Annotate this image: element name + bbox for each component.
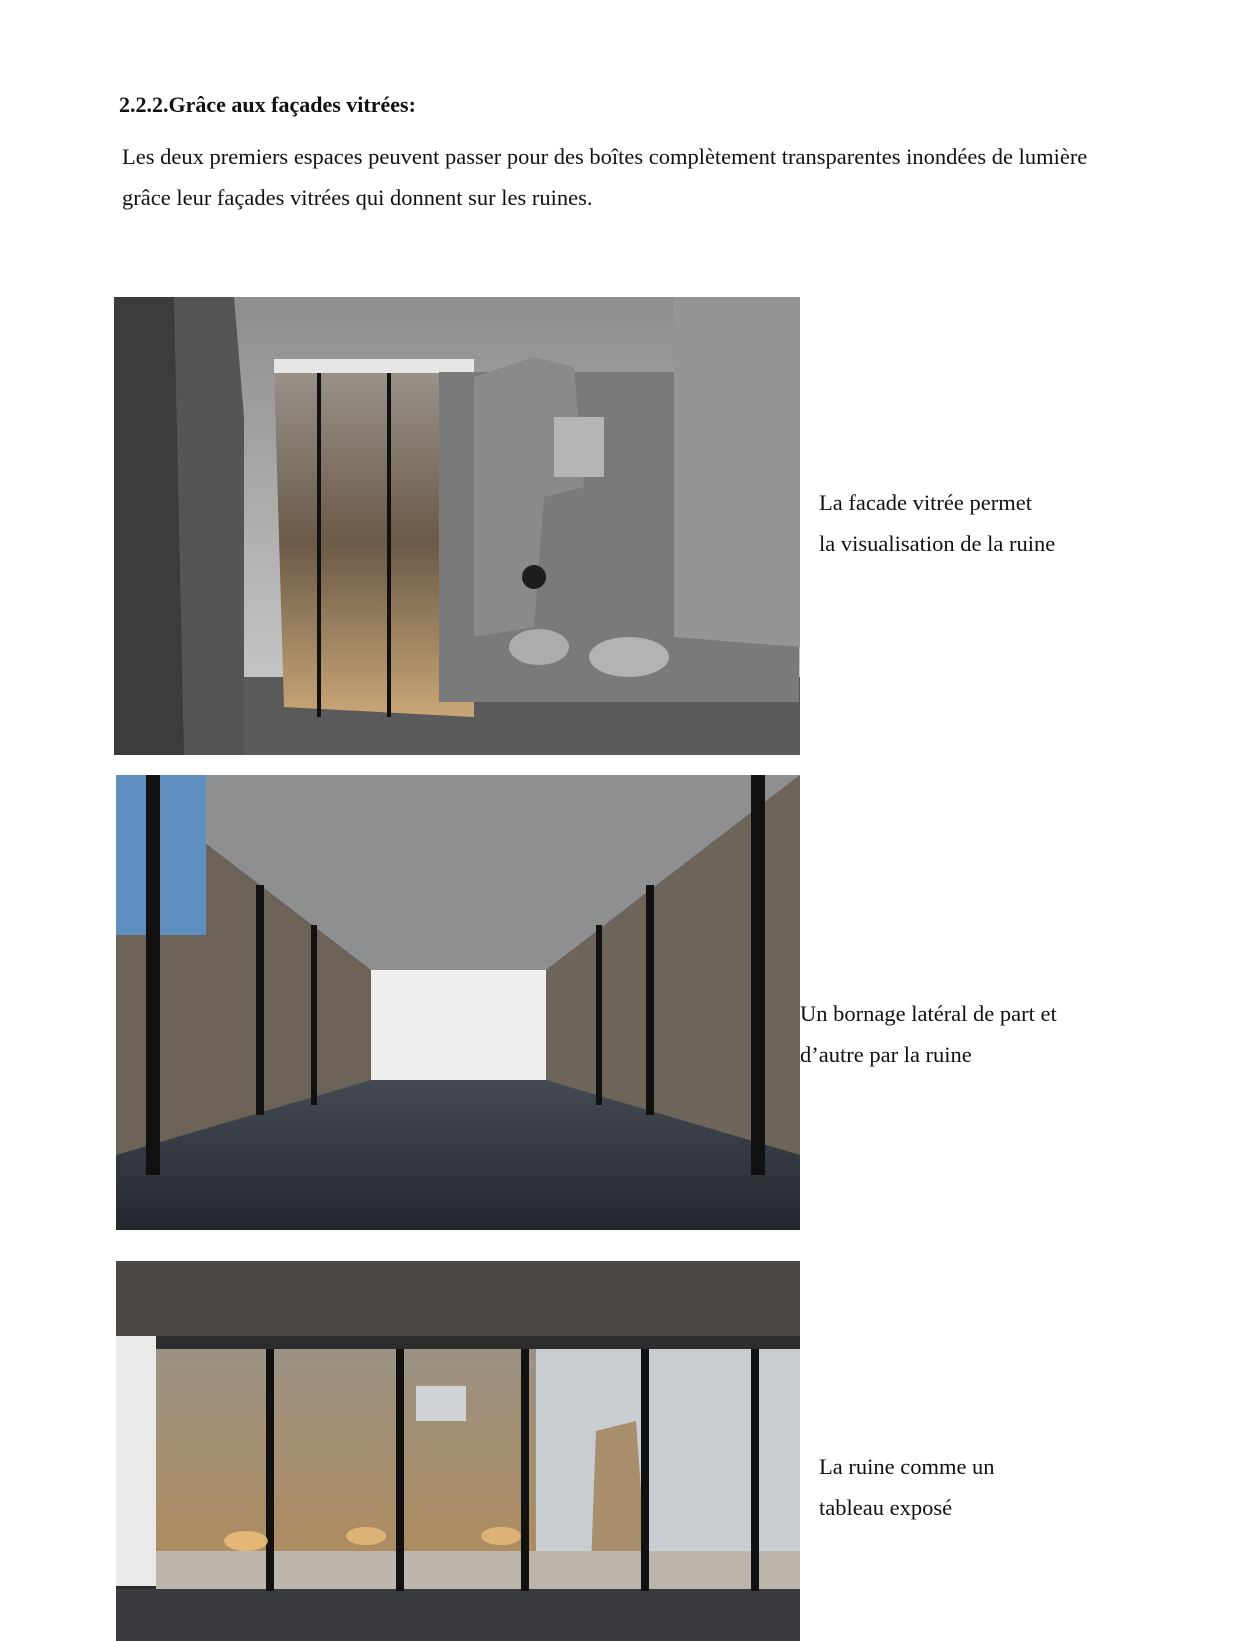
caption-line: tableau exposé [819,1495,953,1520]
caption-ruine-tableau [819,1446,995,1528]
caption-line: d’autre par la ruine [800,1042,972,1067]
section-heading: 2.2.2.Grâce aux façades vitrées: [119,92,416,117]
caption-facade-vitree [819,482,1055,564]
photo-ruin-as-painting [116,1261,800,1641]
caption-bornage-lateral [800,993,1057,1075]
intro-paragraph: Les deux premiers espaces peuvent passer pour des boîtes complètement transparentes inondées de lumière grâce leur façades vitrées qui donnent sur les ruines. [122,144,1088,210]
photo-glass-pavilion-exterior [114,297,800,755]
caption-line: La facade vitrée permet [819,490,1032,515]
photo-gallery-corridor-interior [116,775,800,1230]
caption-line: la visualisation de la ruine [819,531,1056,556]
caption-line: Un bornage latéral de part et [800,1001,1057,1026]
caption-line: La ruine comme un [819,1454,995,1479]
